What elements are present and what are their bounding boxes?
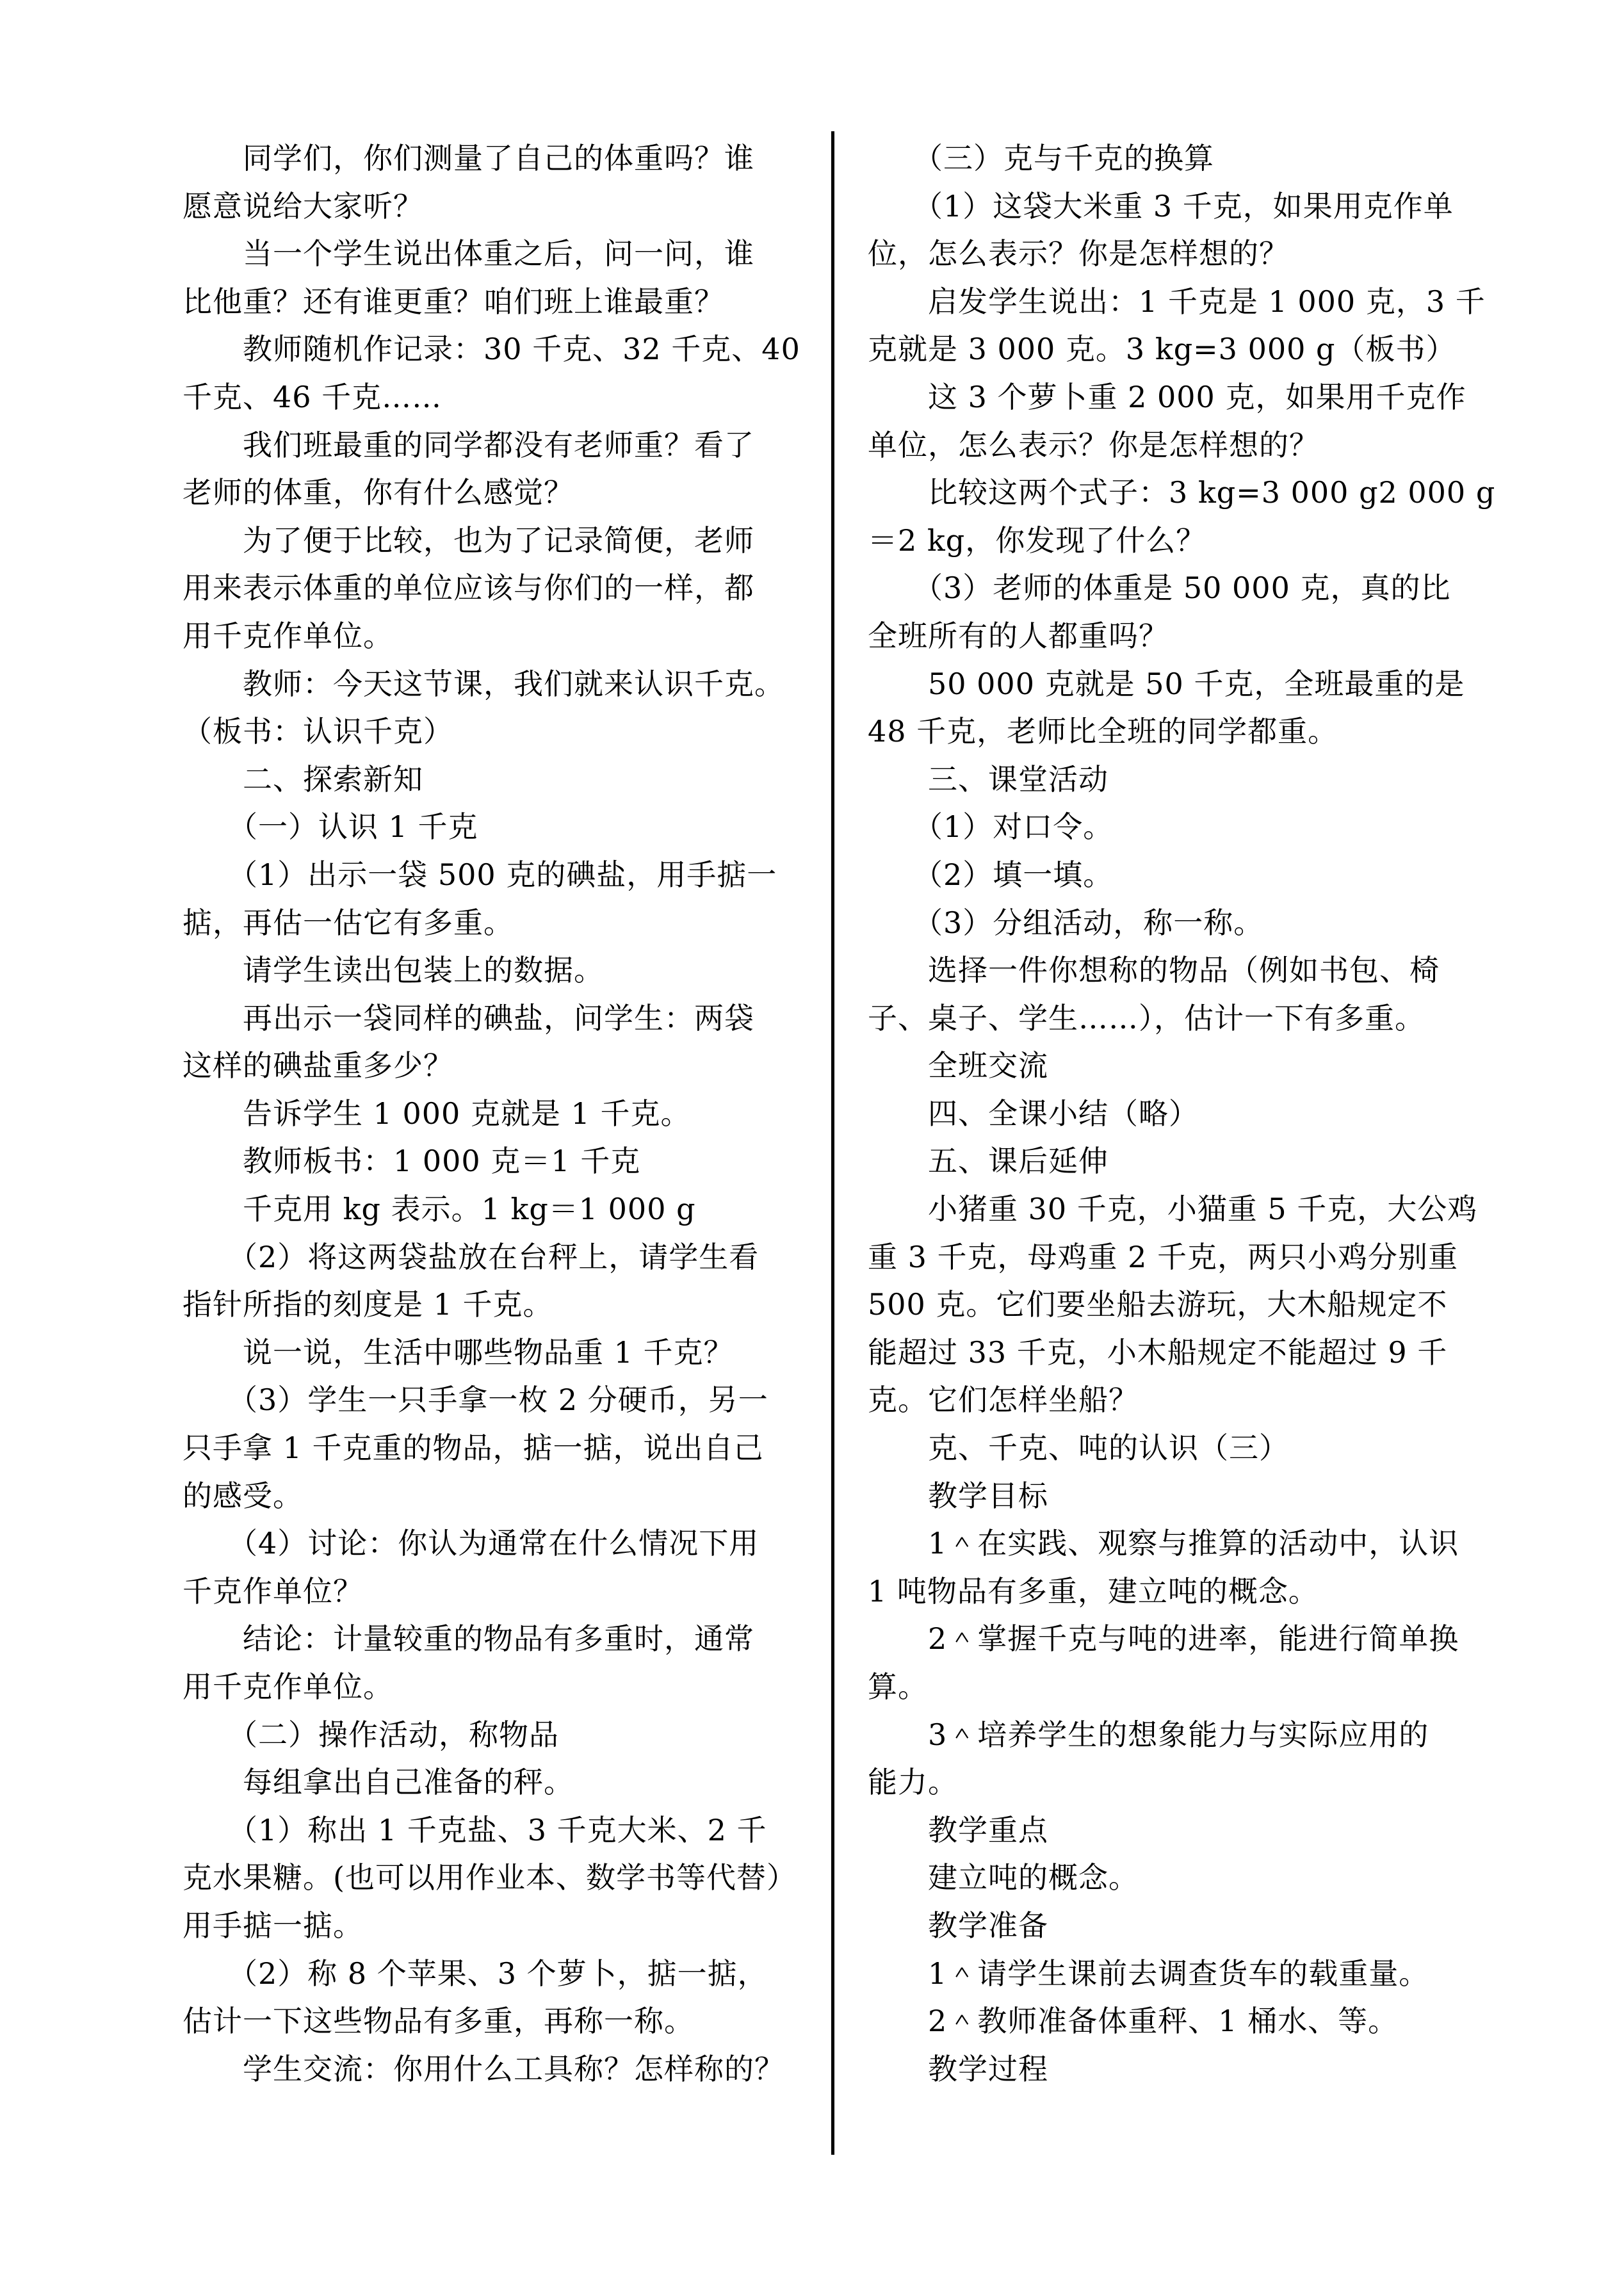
text-line: 结论：计量较重的物品有多重时，通常	[183, 1621, 754, 1657]
text-line: 教师：今天这节课，我们就来认识千克。	[183, 666, 784, 701]
text-line: （1）出示一袋 500 克的碘盐，用手掂一	[183, 857, 777, 892]
text-line: （一）认识 1 千克	[183, 809, 478, 845]
text-line: （3）学生一只手拿一枚 2 分硬币，另一	[183, 1383, 768, 1418]
text-line: 教学准备	[868, 1908, 1048, 1943]
text-line: 克就是 3 000 克。3 kg=3 000 g（板书）	[868, 332, 1456, 367]
text-line: 用千克作单位。	[183, 618, 393, 653]
text-line: 算。	[868, 1669, 928, 1704]
right-column	[868, 134, 1496, 2093]
text-line: 小猪重 30 千克，小猫重 5 千克，大公鸡	[868, 1192, 1478, 1227]
text-line: 教学过程	[868, 2051, 1048, 2086]
text-line: 3＾培养学生的想象能力与实际应用的	[868, 1717, 1429, 1752]
text-line: 全班所有的人都重吗？	[868, 618, 1169, 653]
text-line: 千克用 kg 表示。1 kg＝1 000 g	[183, 1192, 696, 1227]
text-line: 教师随机作记录：30 千克、32 千克、40	[183, 332, 800, 367]
text-line: 克水果糖。(也可以用作业本、数学书等代替）	[183, 1860, 797, 1895]
text-line: 我们班最重的同学都没有老师重？看了	[183, 427, 754, 462]
text-line: 掂，再估一估它有多重。	[183, 905, 514, 940]
text-line: 请学生读出包装上的数据。	[183, 953, 604, 988]
text-line: 用来表示体重的单位应该与你们的一样，都	[183, 571, 754, 606]
left-column	[183, 134, 800, 2093]
text-line: （二）操作活动，称物品	[183, 1717, 559, 1752]
text-line: 1＾请学生课前去调查货车的载重量。	[868, 1956, 1429, 1991]
text-line: （1）对口令。	[868, 809, 1114, 845]
text-line: 教学目标	[868, 1478, 1048, 1513]
text-line: 能力。	[868, 1765, 958, 1800]
text-line: 建立吨的概念。	[868, 1860, 1139, 1895]
text-line: 的感受。	[183, 1478, 303, 1513]
text-line: 教师板书：1 000 克＝1 千克	[183, 1144, 641, 1179]
text-line: 2＾教师准备体重秤、1 桶水、等。	[868, 2004, 1399, 2039]
text-line: （3）老师的体重是 50 000 克，真的比	[868, 571, 1451, 606]
text-line: 用手掂一掂。	[183, 1908, 363, 1943]
text-line: 单位，怎么表示？你是怎样想的？	[868, 427, 1319, 462]
text-line: 克。它们怎样坐船？	[868, 1383, 1139, 1418]
text-line: 估计一下这些物品有多重，再称一称。	[183, 2004, 694, 2039]
text-line: 50 000 克就是 50 千克，全班最重的是	[868, 666, 1465, 701]
text-line: （1）这袋大米重 3 千克，如果用克作单	[868, 188, 1454, 223]
text-line: 能超过 33 千克，小木船规定不能超过 9 千	[868, 1334, 1448, 1370]
text-line: 每组拿出自己准备的秤。	[183, 1765, 574, 1800]
text-line: （4）讨论：你认为通常在什么情况下用	[183, 1526, 759, 1561]
text-line: 当一个学生说出体重之后，问一问，谁	[183, 236, 754, 272]
text-line: 选择一件你想称的物品（例如书包、椅	[868, 953, 1440, 988]
text-line: 学生交流：你用什么工具称？怎样称的？	[183, 2051, 784, 2086]
text-line: 教学重点	[868, 1812, 1048, 1847]
text-line: 1＾在实践、观察与推算的活动中，认识	[868, 1526, 1459, 1561]
text-line: 说一说，生活中哪些物品重 1 千克？	[183, 1334, 734, 1370]
text-line: 只手拿 1 千克重的物品，掂一掂，说出自己	[183, 1431, 764, 1466]
text-line: 再出示一袋同样的碘盐，问学生：两袋	[183, 1000, 754, 1035]
text-line: 老师的体重，你有什么感觉？	[183, 475, 574, 510]
text-line: （2）填一填。	[868, 857, 1114, 892]
text-line: 同学们，你们测量了自己的体重吗？谁	[183, 141, 754, 175]
text-line: ＝2 kg，你发现了什么？	[868, 523, 1206, 558]
text-line: （1）称出 1 千克盐、3 千克大米、2 千	[183, 1812, 767, 1847]
text-line: 这样的碘盐重多少？	[183, 1048, 453, 1083]
text-line: 用千克作单位。	[183, 1669, 393, 1704]
text-line: 2＾掌握千克与吨的进率，能进行简单换	[868, 1621, 1459, 1657]
text-line: 克、千克、吨的认识（三）	[868, 1431, 1289, 1466]
text-line: 500 克。它们要坐船去游玩，大木船规定不	[868, 1287, 1448, 1322]
column-divider	[831, 131, 834, 2155]
text-line: 全班交流	[868, 1048, 1048, 1083]
text-line: 重 3 千克，母鸡重 2 千克，两只小鸡分别重	[868, 1239, 1459, 1274]
text-line: （2）将这两袋盐放在台秤上，请学生看	[183, 1239, 759, 1274]
text-line: 千克、46 千克……	[183, 379, 443, 414]
text-line: 千克作单位？	[183, 1573, 363, 1609]
text-line: 为了便于比较，也为了记录简便，老师	[183, 523, 754, 558]
text-line: 这 3 个萝卜重 2 000 克，如果用千克作	[868, 379, 1466, 414]
text-line: 位，怎么表示？你是怎样想的？	[868, 236, 1289, 272]
text-line: 二、探索新知	[183, 761, 423, 797]
text-line: 告诉学生 1 000 克就是 1 千克。	[183, 1096, 691, 1131]
text-line: 子、桌子、学生……），估计一下有多重。	[868, 1000, 1425, 1035]
text-line: 五、课后延伸	[868, 1144, 1108, 1179]
text-line: 1 吨物品有多重，建立吨的概念。	[868, 1573, 1319, 1609]
text-line: 比他重？还有谁更重？咱们班上谁最重？	[183, 284, 724, 319]
text-line: 三、课堂活动	[868, 761, 1108, 797]
text-line: （2）称 8 个苹果、3 个萝卜，掂一掂，	[183, 1956, 768, 1991]
text-line: （3）分组活动，称一称。	[868, 905, 1264, 940]
text-line: 启发学生说出：1 千克是 1 000 克，3 千	[868, 284, 1486, 319]
text-line: （板书：认识千克）	[183, 714, 453, 749]
text-line: 四、全课小结（略）	[868, 1096, 1199, 1131]
text-line: 愿意说给大家听？	[183, 188, 423, 223]
text-line: 比较这两个式子：3 kg=3 000 g2 000 g	[868, 475, 1496, 510]
text-line: （三）克与千克的换算	[868, 141, 1214, 175]
text-line: 指针所指的刻度是 1 千克。	[183, 1287, 553, 1322]
text-line: 48 千克，老师比全班的同学都重。	[868, 714, 1338, 749]
